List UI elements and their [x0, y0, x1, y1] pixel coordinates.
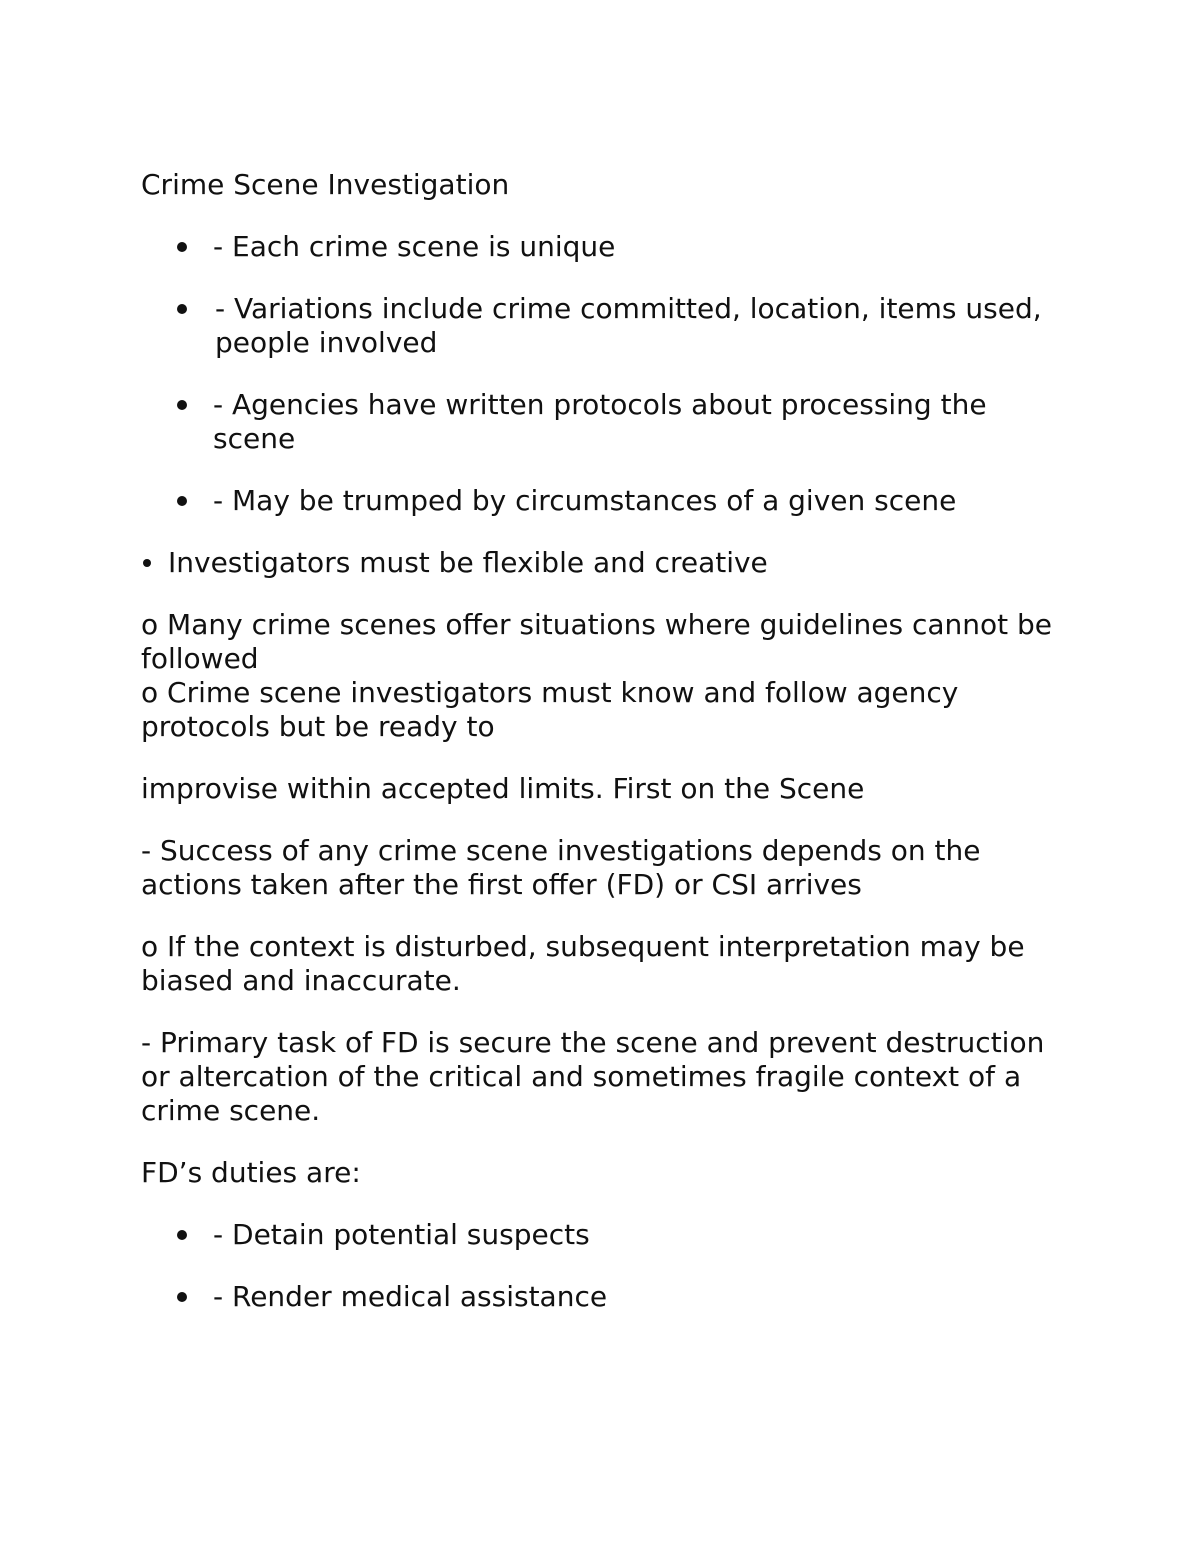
bullet-icon [177, 400, 187, 410]
duties-list [141, 1218, 1071, 1314]
bullet-icon [177, 304, 187, 314]
guidelines-paragraph: o Many crime scenes offer situations where guidelines cannot be followed [141, 608, 1053, 675]
list-item [141, 388, 1071, 456]
bullet-icon [177, 1230, 187, 1240]
list-item [141, 1280, 1071, 1314]
bullet-icon [177, 496, 187, 506]
protocols-paragraph: o Crime scene investigators must know and follow agency protocols but be ready to [141, 676, 959, 743]
list-item-text: - Render medical assistance [213, 1280, 608, 1313]
context-paragraph: o If the context is disturbed, subsequent interpretation may be biased and inaccurate. [141, 930, 1025, 997]
list-item-text: - May be trumped by circumstances of a given scene [213, 484, 957, 517]
bullet-icon [177, 1292, 187, 1302]
list-item [141, 292, 1071, 360]
crime-scene-variation-list [141, 230, 1071, 518]
list-item-text: - Variations include crime committed, location, items used, people involved [215, 292, 1042, 359]
duties-heading: FD’s duties are: [141, 1156, 361, 1189]
bullet-icon [177, 242, 187, 252]
list-item [141, 484, 1071, 518]
primary-task-paragraph: - Primary task of FD is secure the scene and prevent destruction or altercation of the critical and sometimes fragile context of a crime scene. [141, 1026, 1045, 1127]
success-paragraph: - Success of any crime scene investigations depends on the actions taken after the first offer (FD) or CSI arrives [141, 834, 981, 901]
list-item-text: - Each crime scene is unique [213, 230, 616, 263]
document-body [141, 168, 1071, 1342]
flexibility-bullet [141, 546, 1071, 580]
list-item-text: - Agencies have written protocols about processing the scene [213, 388, 987, 455]
bullet-text: Investigators must be flexible and creative [168, 546, 768, 579]
document-title: Crime Scene Investigation [141, 168, 510, 201]
list-item-text: - Detain potential suspects [213, 1218, 590, 1251]
list-item [141, 230, 1071, 264]
improvise-paragraph: improvise within accepted limits. First on the Scene [141, 772, 865, 805]
list-item [141, 1218, 1071, 1252]
bullet-icon [143, 559, 151, 567]
